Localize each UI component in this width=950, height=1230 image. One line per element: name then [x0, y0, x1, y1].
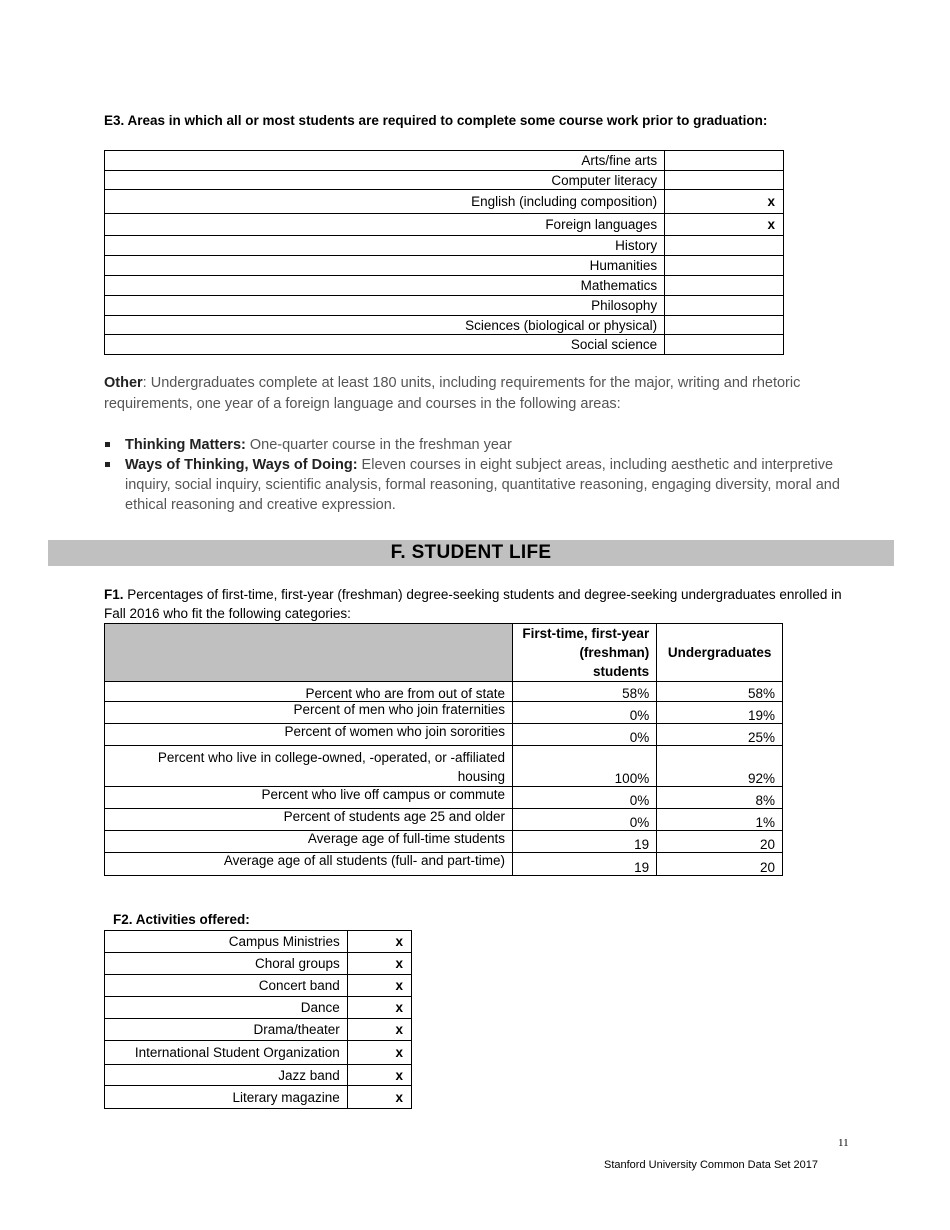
undergrad-value: 8%	[657, 787, 783, 809]
table-row	[105, 1019, 412, 1041]
table-row	[105, 256, 784, 276]
f1-label: F1.	[104, 587, 124, 602]
row-label: English (including composition)	[105, 190, 665, 214]
table-row	[105, 997, 412, 1019]
header-blank-cell	[105, 624, 513, 682]
row-mark: x	[347, 1086, 411, 1109]
table-row	[105, 190, 784, 214]
table-row	[105, 724, 783, 746]
column-header-freshman: First-time, first-year (freshman) students	[513, 624, 657, 682]
row-label: Concert band	[105, 975, 348, 997]
table-row	[105, 831, 783, 853]
table-row	[105, 171, 784, 190]
table-row	[105, 931, 412, 953]
column-header-undergraduates: Undergraduates	[657, 624, 783, 682]
row-mark	[665, 276, 784, 296]
table-row	[105, 316, 784, 335]
bullet-text: One-quarter course in the freshman year	[245, 437, 512, 453]
row-label: Campus Ministries	[105, 931, 348, 953]
row-mark: x	[347, 931, 411, 953]
table-row	[105, 335, 784, 355]
f1-table	[104, 623, 783, 876]
table-row	[105, 682, 783, 702]
requirements-list	[104, 435, 844, 515]
freshman-value: 58%	[513, 682, 657, 702]
list-item	[104, 435, 844, 455]
row-mark: x	[665, 190, 784, 214]
row-label: International Student Organization	[105, 1041, 348, 1065]
row-label: Drama/theater	[105, 1019, 348, 1041]
row-label: Arts/fine arts	[105, 151, 665, 171]
row-mark: x	[347, 997, 411, 1019]
e3-title: E3. Areas in which all or most students are required to complete some course work prior to graduation:	[104, 113, 768, 128]
row-label: Philosophy	[105, 296, 665, 316]
list-item	[104, 455, 844, 515]
row-mark: x	[665, 214, 784, 236]
other-paragraph	[104, 373, 844, 415]
row-mark	[665, 151, 784, 171]
table-row	[105, 236, 784, 256]
row-label: Computer literacy	[105, 171, 665, 190]
row-label: Sciences (biological or physical)	[105, 316, 665, 335]
table-row	[105, 853, 783, 876]
row-mark	[665, 296, 784, 316]
row-label: Percent who are from out of state	[105, 682, 513, 702]
table-row	[105, 953, 412, 975]
other-text: : Undergraduates complete at least 180 units, including requirements for the major, writing and rhetoric requirements, one year of a foreign language and courses in the following areas:	[104, 375, 801, 412]
table-row	[105, 276, 784, 296]
table-row	[105, 151, 784, 171]
bullet-term: Ways of Thinking, Ways of Doing:	[125, 457, 358, 473]
row-label: Percent of women who join sororities	[105, 724, 513, 746]
row-mark	[665, 335, 784, 355]
f1-text: Percentages of first-time, first-year (freshman) degree-seeking students and degree-seeking undergraduates enrolled in Fall 2016 who fit the following categories:	[104, 587, 842, 621]
row-label: Percent who live off campus or commute	[105, 787, 513, 809]
row-mark	[665, 316, 784, 335]
row-label: Social science	[105, 335, 665, 355]
f2-title: F2. Activities offered:	[113, 912, 250, 927]
undergrad-value: 20	[657, 831, 783, 853]
freshman-value: 0%	[513, 787, 657, 809]
row-mark: x	[347, 953, 411, 975]
table-row	[105, 975, 412, 997]
undergrad-value: 20	[657, 853, 783, 876]
freshman-value: 19	[513, 853, 657, 876]
row-label: Percent of men who join fraternities	[105, 702, 513, 724]
f2-table	[104, 930, 412, 1109]
table-row	[105, 702, 783, 724]
row-label: Average age of all students (full- and part-time)	[105, 853, 513, 876]
row-label: Humanities	[105, 256, 665, 276]
table-row	[105, 214, 784, 236]
undergrad-value: 1%	[657, 809, 783, 831]
row-label: Dance	[105, 997, 348, 1019]
section-banner: F. STUDENT LIFE	[48, 540, 894, 566]
undergrad-value: 25%	[657, 724, 783, 746]
row-label: History	[105, 236, 665, 256]
other-label: Other	[104, 375, 143, 391]
table-row	[105, 296, 784, 316]
row-mark: x	[347, 1019, 411, 1041]
bullet-term: Thinking Matters:	[125, 437, 246, 453]
table-row	[105, 787, 783, 809]
table-row	[105, 1065, 412, 1086]
row-label: Average age of full-time students	[105, 831, 513, 853]
footer-text: Stanford University Common Data Set 2017	[604, 1159, 818, 1171]
row-label: Foreign languages	[105, 214, 665, 236]
row-label: Literary magazine	[105, 1086, 348, 1109]
row-label: Jazz band	[105, 1065, 348, 1086]
row-label: Choral groups	[105, 953, 348, 975]
row-label: Percent who live in college-owned, -operated, or -affiliated housing	[105, 746, 513, 787]
table-row	[105, 1041, 412, 1065]
row-mark	[665, 256, 784, 276]
freshman-value: 0%	[513, 702, 657, 724]
row-mark: x	[347, 1041, 411, 1065]
freshman-value: 0%	[513, 724, 657, 746]
row-mark: x	[347, 1065, 411, 1086]
f1-intro	[104, 585, 844, 623]
row-label: Percent of students age 25 and older	[105, 809, 513, 831]
freshman-value: 0%	[513, 809, 657, 831]
undergrad-value: 92%	[657, 746, 783, 787]
page-number: 11	[838, 1137, 849, 1149]
table-row	[105, 1086, 412, 1109]
row-mark	[665, 236, 784, 256]
bullet-square-icon	[105, 462, 110, 467]
row-label: Mathematics	[105, 276, 665, 296]
undergrad-value: 58%	[657, 682, 783, 702]
row-mark: x	[347, 975, 411, 997]
freshman-value: 100%	[513, 746, 657, 787]
table-header-row	[105, 624, 783, 682]
row-mark	[665, 171, 784, 190]
freshman-value: 19	[513, 831, 657, 853]
table-row	[105, 746, 783, 787]
table-row	[105, 809, 783, 831]
undergrad-value: 19%	[657, 702, 783, 724]
bullet-square-icon	[105, 442, 110, 447]
e3-table	[104, 150, 784, 355]
bullet-text: Eleven courses in eight subject areas, including aesthetic and interpretive inquiry, social inquiry, scientific analysis, formal reasoning, quantitative reasoning, engaging diversity, moral and ethical reasoning and creative expression.	[125, 457, 840, 513]
